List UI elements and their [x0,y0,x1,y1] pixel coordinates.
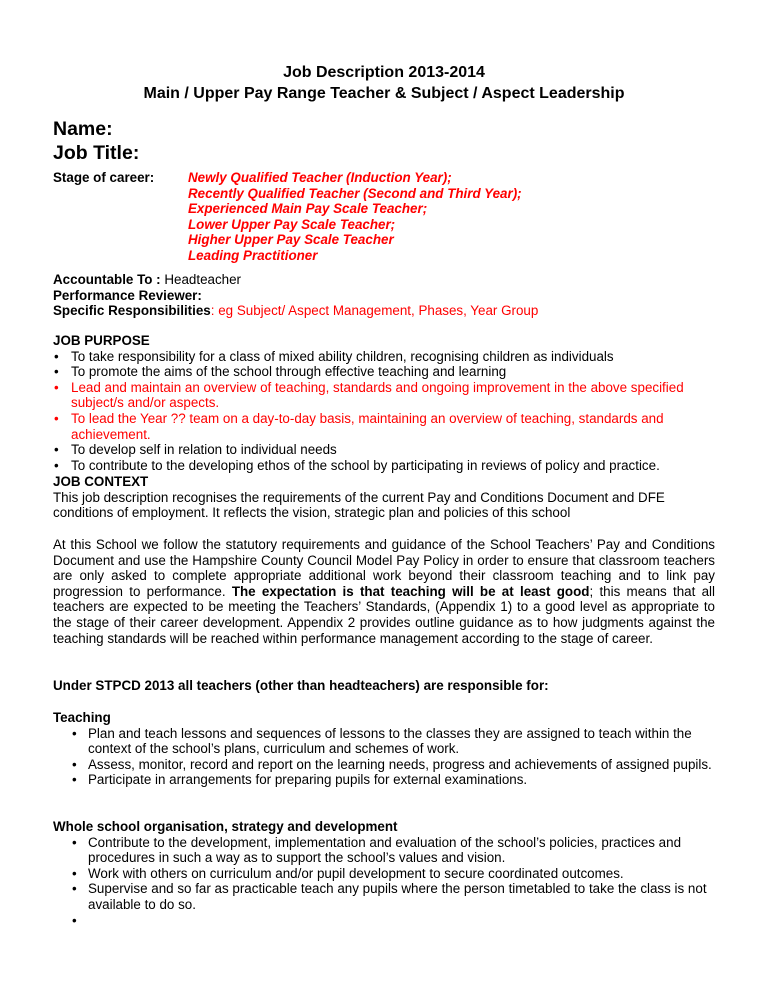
job-context-paragraph: This job description recognises the requirements of the current Pay and Conditions Document and DFE conditions of employment. It reflects the vision, strategic plan and policies of this school [53,489,665,521]
pay-policy-section [53,537,715,646]
job-context-section [53,474,715,521]
accountable-to-label: Accountable To : [53,272,161,287]
document-subtitle: Main / Upper Pay Range Teacher & Subject / Aspect Leadership [143,85,625,102]
stage-of-career-label: Stage of career: [53,170,155,185]
list-item: • To promote the aims of the school through effective teaching and learning [53,364,715,380]
job-purpose-heading: JOB PURPOSE [53,333,150,348]
list-item: • To contribute to the developing ethos of the school by participating in reviews of policy and practice. [53,458,715,474]
specific-responsibilities-line [53,303,715,319]
teaching-section [53,710,715,788]
stage-item: Newly Qualified Teacher (Induction Year); [188,170,452,185]
pay-policy-paragraph [53,537,715,646]
stage-item: Experienced Main Pay Scale Teacher; [188,201,428,217]
list-item-empty [53,913,715,929]
list-item: • To take responsibility for a class of mixed ability children, recognising children as individuals [53,349,715,365]
list-item: • Participate in arrangements for preparing pupils for external examinations. [53,772,715,788]
document-title: Job Description 2013-2014 [283,64,485,81]
list-item: • Assess, monitor, record and report on the learning needs, progress and achievements of assigned pupils. [53,757,715,773]
accountable-to-line [53,272,715,288]
job-context-heading: JOB CONTEXT [53,474,149,489]
job-purpose-list [53,349,715,474]
accountability-block [53,272,715,319]
accountable-to-value: Headteacher [160,272,242,287]
pay-policy-text-start: At this School we follow the statutory requirements and guidance of the School Teachers’ Pay and Conditions Document and use the Hampshire County Council Model Pay Policy in order to ensure that classroom teachers are only asked to complete appropriate additional work beyond their classroom teaching and to link pay progression to performance. [53,537,715,599]
stage-item: Higher Upper Pay Scale Teacher [188,232,394,248]
performance-reviewer-label: Performance Reviewer: [53,287,202,303]
stage-of-career-list [188,170,522,264]
whole-school-section [53,819,715,928]
list-item: • Supervise and so far as practicable teach any pupils where the person timetabled to take the class is not available to do so. [53,881,715,912]
list-item: • To lead the Year ?? team on a day-to-day basis, maintaining an overview of teaching, standards and achievement. [53,411,715,442]
job-title-label: Job Title: [53,142,140,164]
whole-school-list [53,835,715,929]
list-item: • Contribute to the development, implementation and evaluation of the school’s policies, practices and procedures in such a way as to support the school’s values and vision. [53,835,715,866]
list-item: • Plan and teach lessons and sequences of lessons to the classes they are assigned to teach within the context of the school’s plans, curriculum and schemes of work. [53,726,715,757]
list-item: • Lead and maintain an overview of teaching, standards and ongoing improvement in the above specified subject/s and/or aspects. [53,380,715,411]
pay-policy-text-end: ; this means that all teachers are expected to be meeting the Teachers’ Standards, (Appendix 1) to a good level as appropriate to the stage of their career development. Appendix 2 provides outline guidance as to how judgments against the teaching standards will be reached within performance management according to the stage of career. [53,583,715,646]
whole-school-heading: Whole school organisation, strategy and development [53,819,398,834]
teaching-list [53,726,715,788]
job-purpose-section [53,333,715,473]
stage-item: Lower Upper Pay Scale Teacher; [188,216,396,232]
specific-responsibilities-label: Specific Responsibilities [53,303,211,319]
list-item: • To develop self in relation to individual needs [53,442,715,458]
specific-responsibilities-value: : eg Subject/ Aspect Management, Phases, Year Group [210,303,539,319]
pay-policy-expectation: The expectation is that teaching will be at least good [231,583,590,599]
teaching-heading: Teaching [53,710,111,725]
stpcd-heading: Under STPCD 2013 all teachers (other than headteachers) are responsible for: [53,678,549,693]
name-label: Name: [53,118,113,140]
list-item: • Work with others on curriculum and/or pupil development to secure coordinated outcomes. [53,866,715,882]
stage-item: Leading Practitioner [188,247,318,263]
stage-item: Recently Qualified Teacher (Second and Third Year); [188,185,522,201]
